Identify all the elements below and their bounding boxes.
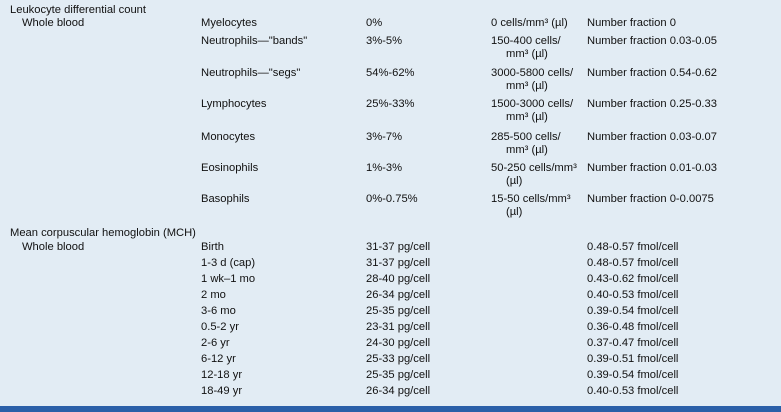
range-value: 25-35 pg/cell xyxy=(366,369,431,381)
bottom-rule xyxy=(0,406,781,412)
specimen-label-leukocyte: Whole blood xyxy=(22,17,85,29)
test-label: Lymphocytes xyxy=(201,98,267,110)
range-value: 25-33 pg/cell xyxy=(366,353,431,365)
si-value: Number fraction 0 xyxy=(587,17,676,29)
range-value: 54%-62% xyxy=(366,67,415,79)
si-value: 0.39-0.51 fmol/cell xyxy=(587,353,679,365)
si-value: 0.39-0.54 fmol/cell xyxy=(587,369,679,381)
conventional-value-unit: mm³ (µl) xyxy=(506,80,548,92)
si-value: 0.43-0.62 fmol/cell xyxy=(587,273,679,285)
age-label: 12-18 yr xyxy=(201,369,243,381)
range-value: 31-37 pg/cell xyxy=(366,241,431,253)
range-value: 0%-0.75% xyxy=(366,193,418,205)
range-value: 28-40 pg/cell xyxy=(366,273,431,285)
range-value: 26-34 pg/cell xyxy=(366,385,431,397)
age-label: Birth xyxy=(201,241,225,253)
si-value: Number fraction 0.03-0.05 xyxy=(587,35,717,47)
si-value: Number fraction 0.01-0.03 xyxy=(587,162,717,174)
conventional-value: 15-50 cells/mm³ xyxy=(491,193,571,205)
range-value: 25%-33% xyxy=(366,98,415,110)
conventional-value-unit: mm³ (µl) xyxy=(506,144,548,156)
range-value: 1%-3% xyxy=(366,162,403,174)
si-value: Number fraction 0-0.0075 xyxy=(587,193,714,205)
si-value: Number fraction 0.54-0.62 xyxy=(587,67,717,79)
si-value: 0.37-0.47 fmol/cell xyxy=(587,337,679,349)
conventional-value: 1500-3000 cells/ xyxy=(491,98,574,110)
range-value: 31-37 pg/cell xyxy=(366,257,431,269)
range-value: 23-31 pg/cell xyxy=(366,321,431,333)
test-label: Basophils xyxy=(201,193,250,205)
si-value: 0.48-0.57 fmol/cell xyxy=(587,241,679,253)
conventional-value-unit: (µl) xyxy=(506,175,523,187)
conventional-value: 3000-5800 cells/ xyxy=(491,67,574,79)
age-label: 2-6 yr xyxy=(201,337,230,349)
conventional-value-unit: mm³ (µl) xyxy=(506,111,548,123)
range-value: 24-30 pg/cell xyxy=(366,337,431,349)
conventional-value: 150-400 cells/ xyxy=(491,35,561,47)
si-value: 0.40-0.53 fmol/cell xyxy=(587,385,679,397)
conventional-value: 50-250 cells/mm³ xyxy=(491,162,577,174)
si-value: 0.48-0.57 fmol/cell xyxy=(587,257,679,269)
section-heading-mch: Mean corpuscular hemoglobin (MCH) xyxy=(10,227,196,239)
test-label: Neutrophils—"bands" xyxy=(201,35,308,47)
si-value: Number fraction 0.25-0.33 xyxy=(587,98,717,110)
conventional-value-unit: mm³ (µl) xyxy=(506,48,548,60)
conventional-value-unit: (µl) xyxy=(506,206,523,218)
range-value: 25-35 pg/cell xyxy=(366,305,431,317)
age-label: 3-6 mo xyxy=(201,305,236,317)
si-value: 0.40-0.53 fmol/cell xyxy=(587,289,679,301)
age-label: 18-49 yr xyxy=(201,385,243,397)
si-value: 0.39-0.54 fmol/cell xyxy=(587,305,679,317)
test-label: Monocytes xyxy=(201,131,256,143)
age-label: 1 wk–1 mo xyxy=(201,273,256,285)
age-label: 1-3 d (cap) xyxy=(201,257,256,269)
conventional-value: 0 cells/mm³ (µl) xyxy=(491,17,568,29)
specimen-label-mch: Whole blood xyxy=(22,241,85,253)
age-label: 6-12 yr xyxy=(201,353,236,365)
range-value: 3%-7% xyxy=(366,131,403,143)
test-label: Myelocytes xyxy=(201,17,257,29)
test-label: Neutrophils—"segs" xyxy=(201,67,301,79)
si-value: 0.36-0.48 fmol/cell xyxy=(587,321,679,333)
range-value: 0% xyxy=(366,17,383,29)
test-label: Eosinophils xyxy=(201,162,259,174)
section-heading-leukocyte: Leukocyte differential count xyxy=(10,4,146,16)
conventional-value: 285-500 cells/ xyxy=(491,131,561,143)
range-value: 26-34 pg/cell xyxy=(366,289,431,301)
si-value: Number fraction 0.03-0.07 xyxy=(587,131,717,143)
age-label: 2 mo xyxy=(201,289,226,301)
age-label: 0.5-2 yr xyxy=(201,321,239,333)
range-value: 3%-5% xyxy=(366,35,403,47)
